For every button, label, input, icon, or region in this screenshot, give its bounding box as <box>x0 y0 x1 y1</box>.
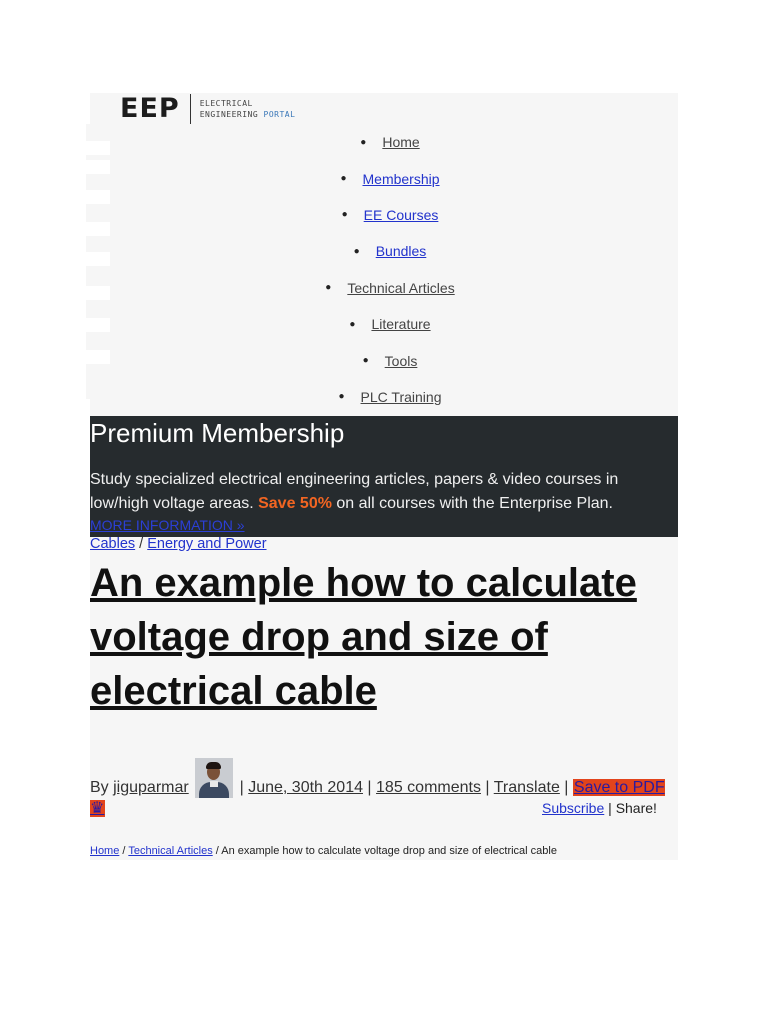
premium-membership-banner <box>90 416 678 537</box>
breadcrumb-home[interactable]: Home <box>90 845 120 857</box>
nav-strip <box>86 222 110 236</box>
subscribe-link[interactable]: Subscribe <box>542 800 605 816</box>
breadcrumb-separator: / <box>119 845 129 857</box>
logo-divider <box>190 94 191 124</box>
category-link-cables[interactable]: Cables <box>90 536 136 552</box>
logo-mark: EEP <box>120 93 180 124</box>
breadcrumb-separator: / <box>212 845 222 857</box>
nav-strip <box>86 141 110 155</box>
share-label[interactable]: Share! <box>615 800 657 816</box>
meta-separator: | <box>235 779 249 796</box>
meta-separator: | <box>362 779 377 796</box>
share-row <box>542 800 657 816</box>
nav-item-home <box>110 124 670 160</box>
bullet-icon: ● <box>340 173 347 185</box>
category-links <box>90 536 267 552</box>
nav-item-bundles <box>110 233 670 269</box>
breadcrumb <box>90 845 557 857</box>
premium-description <box>90 468 660 515</box>
meta-separator: | <box>480 779 494 796</box>
nav-strip <box>86 350 110 364</box>
meta-separator: | <box>559 779 573 796</box>
translate-link[interactable]: Translate <box>493 779 560 796</box>
nav-strip <box>86 318 110 332</box>
article-title[interactable]: An example how to calculate voltage drop and size of electrical cable <box>90 561 637 713</box>
nav-strip <box>86 160 110 174</box>
author-link[interactable]: jiguparmar <box>113 779 189 796</box>
bullet-icon: ● <box>362 355 369 367</box>
premium-discount-highlight: Save 50% <box>258 494 332 512</box>
nav-item-plc-training <box>110 379 670 415</box>
premium-desc-text: Study specialized electrical engineering articles, papers & video courses in low/high voltage areas. <box>90 471 619 512</box>
breadcrumb-technical-articles[interactable]: Technical Articles <box>128 845 213 857</box>
nav-item-ee-courses <box>110 197 670 233</box>
category-separator: / <box>135 536 148 552</box>
logo-wordmark <box>200 98 296 120</box>
comments-link[interactable]: 185 comments <box>376 779 481 796</box>
nav-link-bundles[interactable]: Bundles <box>375 243 427 260</box>
bullet-icon: ● <box>325 282 332 294</box>
nav-link-ee-courses[interactable]: EE Courses <box>363 206 439 223</box>
nav-item-technical-articles <box>110 270 670 306</box>
bullet-icon: ● <box>341 209 348 221</box>
category-link-energy-and-power[interactable]: Energy and Power <box>147 536 267 552</box>
nav-link-technical-articles[interactable]: Technical Articles <box>347 279 455 296</box>
premium-title: Premium Membership <box>90 418 345 448</box>
nav-link-literature[interactable]: Literature <box>371 316 431 333</box>
save-to-pdf-button[interactable]: Save to PDF ♛ <box>90 779 665 817</box>
nav-link-membership[interactable]: Membership <box>362 170 440 187</box>
by-label: By <box>90 779 114 796</box>
breadcrumb-current: An example how to calculate voltage drop and size of electrical cable <box>221 845 557 857</box>
nav-link-home[interactable]: Home <box>382 134 420 151</box>
nav-item-tools <box>110 342 670 378</box>
nav-item-literature <box>110 306 670 342</box>
nav-strip <box>86 190 110 204</box>
bullet-icon: ● <box>349 318 356 330</box>
logo-line-1: ELECTRICAL <box>199 99 253 108</box>
author-avatar[interactable] <box>195 758 233 798</box>
nav-strip <box>86 286 110 300</box>
publish-date-link[interactable]: June, 30th 2014 <box>248 779 363 796</box>
site-logo[interactable] <box>120 94 295 124</box>
bullet-icon: ● <box>353 245 360 257</box>
nav-item-membership <box>110 160 670 196</box>
bullet-icon: ● <box>338 391 345 403</box>
bullet-icon: ● <box>360 136 367 148</box>
main-nav <box>110 124 670 415</box>
premium-desc-text-end: on all courses with the Enterprise Plan. <box>331 494 613 512</box>
more-information-link[interactable]: MORE INFORMATION » <box>90 517 245 533</box>
nav-strip <box>86 252 110 266</box>
nav-link-tools[interactable]: Tools <box>384 352 418 369</box>
logo-line-2-accent: PORTAL <box>263 110 296 119</box>
nav-link-plc-training[interactable]: PLC Training <box>360 388 442 405</box>
logo-line-2: ENGINEERING <box>199 110 259 119</box>
share-separator: | <box>604 800 616 816</box>
